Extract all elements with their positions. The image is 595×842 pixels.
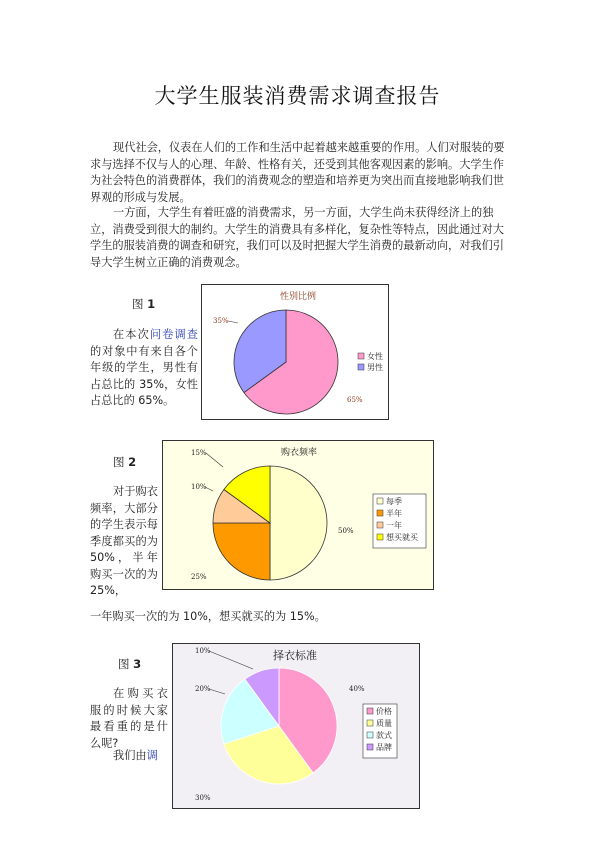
chart-criteria-title: 择衣标准	[273, 649, 317, 662]
figure-2-text: 对于购衣频率，大部分的学生表示每季度都买的为 50%，半年购买一次的为 25%，	[90, 485, 158, 597]
legend-swatch-1-3	[377, 534, 383, 540]
figure-2-label	[113, 454, 136, 470]
chart-frequency	[162, 440, 434, 590]
figure-3-label-prefix: 图	[118, 657, 134, 671]
page-title: 大学生服装消费需求调查报告	[154, 84, 441, 108]
legend-label-1-2: 一年	[386, 521, 402, 530]
legend-swatch-2-3	[367, 744, 373, 750]
chart-criteria	[172, 643, 420, 809]
pie-leader-line-1-3	[206, 453, 223, 467]
figure-1-text-a: 在本次	[113, 328, 150, 341]
pie-label-1-3: 15%	[191, 449, 207, 457]
pie-label-2-0: 40%	[349, 685, 365, 693]
pie-label-0-0: 65%	[347, 396, 363, 404]
legend-swatch-2-2	[367, 732, 373, 738]
figure-2-label-number: 2	[128, 455, 137, 469]
legend-label-2-0: 价格	[376, 707, 392, 716]
pie-label-2-3: 10%	[195, 647, 211, 655]
survey-link[interactable]: 问卷调查	[149, 328, 198, 341]
figure-1-label-prefix: 图	[132, 297, 148, 311]
figure-2-label-prefix: 图	[113, 455, 129, 469]
legend-label-1-0: 每季	[386, 497, 402, 506]
legend-swatch-2-1	[367, 720, 373, 726]
chart-gender	[201, 284, 389, 420]
intro-paragraph-1: 现代社会，仪表在人们的工作和生活中起着越来越重要的作用。人们对服装的要求与选择不仅与人的心理、年龄、性格有关，还受到其他客观因素的影响。大学生作为社会特色的消费群体，我们的消费观念的塑造和培养更为突出而直接地影响我们世界观的形成与发展。	[90, 141, 505, 204]
legend-label-1-3: 想买就买	[386, 533, 418, 542]
figure-3-text-2	[90, 748, 168, 765]
figure-3-label	[118, 656, 141, 672]
pie-slice-1-1	[213, 523, 270, 580]
pie-label-0-1: 35%	[213, 317, 229, 325]
survey-link-2[interactable]: 调	[146, 749, 158, 762]
pie-label-1-1: 25%	[191, 573, 207, 581]
intro-paragraph-2: 一方面，大学生有着旺盛的消费需求，另一方面，大学生尚未获得经济上的独立，消费受到很大的制约。大学生的消费具有多样化，复杂性等特点，因此通过对大学生的服装消费的调查和研究，我们可以及时把握大学生消费的最新动向，对我们引导大学生树立正确的消费观念。	[90, 206, 504, 269]
figure-1-label-number: 1	[147, 297, 156, 311]
legend-swatch-0-0	[358, 353, 364, 359]
legend-label-1-1: 半年	[386, 509, 402, 518]
chart-frequency-title: 购衣频率	[280, 448, 318, 458]
frequency-pie-chart	[163, 441, 433, 589]
figure-2-text-continued: 一年购买一次的为 10%，想买就买的为 15%。	[90, 610, 326, 623]
legend-label-0-1: 男性	[367, 363, 383, 372]
pie-label-2-2: 20%	[195, 685, 211, 693]
pie-leader-line-2-3	[209, 651, 253, 669]
gender-pie-chart	[202, 285, 388, 419]
legend-swatch-1-0	[377, 498, 383, 504]
legend-label-2-3: 品牌	[376, 743, 392, 752]
legend-swatch-1-1	[377, 510, 383, 516]
legend-swatch-0-1	[358, 364, 364, 370]
legend-label-0-0: 女性	[367, 352, 383, 361]
figure-1-text	[90, 327, 198, 410]
pie-label-1-2: 10%	[191, 483, 207, 491]
pie-leader-line-2-2	[209, 689, 225, 694]
chart-gender-title: 性别比例	[279, 292, 317, 302]
pie-slice-1-0	[270, 466, 327, 580]
figure-1-label	[132, 296, 155, 312]
legend-swatch-2-0	[367, 708, 373, 714]
legend-label-2-1: 质量	[376, 719, 392, 728]
pie-label-2-1: 30%	[195, 794, 211, 802]
criteria-pie-chart	[173, 644, 419, 808]
pie-leader-line-0-1	[228, 321, 238, 323]
figure-3-text-2a: 我们由	[113, 749, 147, 762]
figure-3-label-number: 3	[133, 657, 142, 671]
legend-label-2-2: 款式	[376, 731, 392, 740]
figure-3-text: 在购买衣服的时候大家最看重的是什么呢?	[90, 687, 168, 750]
legend-swatch-1-2	[377, 522, 383, 528]
figure-1-text-b: 的对象中有来自各个年级的学生，男性有占总比的 35%，女性占总比的 65%。	[90, 344, 198, 407]
pie-label-1-0: 50%	[338, 527, 354, 535]
